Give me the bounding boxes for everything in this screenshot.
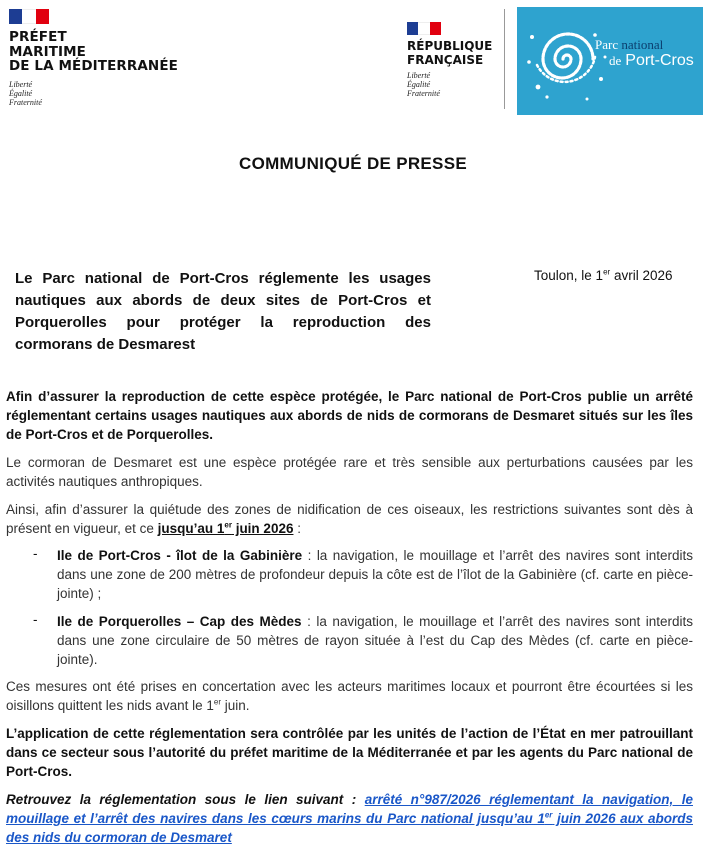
parc-word-de: de: [609, 53, 622, 68]
dateline-sup: er: [603, 267, 611, 277]
link-text-a: arrêté n°987/2026 réglementant la navigation, le mouillage et l’arrêt des navires dans les cœurs marins du Parc national jusqu’au 1: [6, 792, 693, 826]
p3-post: juin.: [221, 698, 250, 713]
parc-line-1: [595, 37, 663, 53]
paragraph-2: [6, 500, 693, 538]
motto-fraternite: Fraternité: [9, 98, 42, 107]
p2-end: :: [293, 521, 301, 536]
dateline: [534, 268, 672, 283]
bullet-1-title: Ile de Port-Cros - îlot de la Gabinière: [57, 548, 303, 563]
bullet-porquerolles: [57, 612, 693, 669]
prefet-title: [9, 30, 178, 74]
deadline-emphasis: [158, 521, 294, 536]
p3-pre: Ces mesures ont été prises en concertation avec les acteurs maritimes locaux et pourront être écourtées si les oisillons quittent les nids avant le 1: [6, 679, 693, 713]
republique-title: [407, 39, 492, 67]
french-flag-icon: [407, 22, 441, 35]
header-divider: [504, 9, 505, 109]
paragraph-4: L’application de cette réglementation sera contrôlée par les unités de l’action de l’État en mer patrouillant dans ce secteur sous l’autorité du préfet maritime de la Méditerranée et par les agents du Parc national de Port-Cros.: [6, 726, 693, 779]
p5-lead: Retrouvez la réglementation sous le lien suivant :: [6, 792, 365, 807]
p2-bold-pre: jusqu’au 1: [157, 521, 225, 536]
paragraph-1: Le cormoran de Desmaret est une espèce protégée rare et très sensible aux perturbations causées par les activités nautiques anthropiques.: [6, 455, 693, 489]
dateline-pre: Toulon, le 1: [534, 268, 604, 283]
rf-motto-egalite: Égalité: [407, 80, 431, 89]
page-title: COMMUNIQUÉ DE PRESSE: [239, 154, 467, 173]
prefet-line-3: DE LA MÉDITERRANÉE: [9, 58, 178, 74]
republique-motto: [407, 71, 440, 98]
parc-national-logo: [517, 7, 703, 115]
motto-liberte: Liberté: [9, 80, 33, 89]
motto-egalite: Égalité: [9, 89, 33, 98]
link-text-b: juin 2026 aux abords des nids du cormoran de Desmaret: [6, 811, 693, 845]
republique-line-1: RÉPUBLIQUE: [407, 39, 493, 53]
rf-motto-fraternite: Fraternité: [407, 89, 440, 98]
intro-paragraph: Afin d’assurer la reproduction de cette espèce protégée, le Parc national de Port-Cros publie un arrêté réglementant certains usages nautiques aux abords de nids de cormorans de Desmaret situés sur les îles de Port-Cros et de Porquerolles.: [6, 389, 693, 442]
paragraph-3: [6, 677, 693, 715]
p2-bold-sup: er: [224, 520, 232, 530]
bullet-dash: -: [33, 546, 38, 561]
bullet-1-text: : la navigation, le mouillage et l’arrêt des navires sont interdits dans une zone de 200 mètres de profondeur depuis la côte est de l’îlot de la Gabinière (cf. carte en pièce-jointe) ;: [57, 548, 694, 601]
parc-line-2: [609, 52, 694, 70]
republique-line-2: FRANÇAISE: [407, 53, 484, 67]
p3-sup: er: [213, 697, 221, 707]
prefet-motto: [9, 80, 42, 107]
bullet-port-cros: [57, 546, 693, 603]
prefet-line-1: PRÉFET: [9, 29, 67, 45]
prefet-line-2: MARITIME: [9, 43, 86, 60]
headline: Le Parc national de Port-Cros réglemente les usages nautiques aux abords de deux sites de Port-Cros et Porquerolles pour protéger la reproduction des cormorans de Desmarest: [15, 270, 431, 353]
dateline-post: avril 2026: [610, 268, 673, 283]
p2-pre: Ainsi, afin d’assurer la quiétude des zones de nidification de ces oiseaux, les restrictions suivantes sont dès à présent en vigueur, et ce: [6, 502, 693, 536]
paragraph-5: [6, 790, 693, 847]
french-flag-icon: [9, 9, 49, 24]
parc-word-national: national: [621, 37, 664, 52]
parc-word-parc: Parc: [595, 37, 619, 52]
bullet-2-title: Ile de Porquerolles – Cap des Mèdes: [57, 614, 302, 629]
parc-word-port-cros: Port-Cros: [625, 52, 694, 69]
bullet-2-text: : la navigation, le mouillage et l’arrêt des navires sont interdits dans une zone circulaire de 50 mètres de rayon située à l’est du Cap des Mèdes (cf. carte en pièce-jointe).: [57, 614, 693, 667]
link-sup: er: [544, 810, 553, 820]
p2-bold-post: juin 2026: [231, 521, 294, 536]
rf-motto-liberte: Liberté: [407, 71, 431, 80]
bullet-dash: -: [33, 612, 38, 627]
